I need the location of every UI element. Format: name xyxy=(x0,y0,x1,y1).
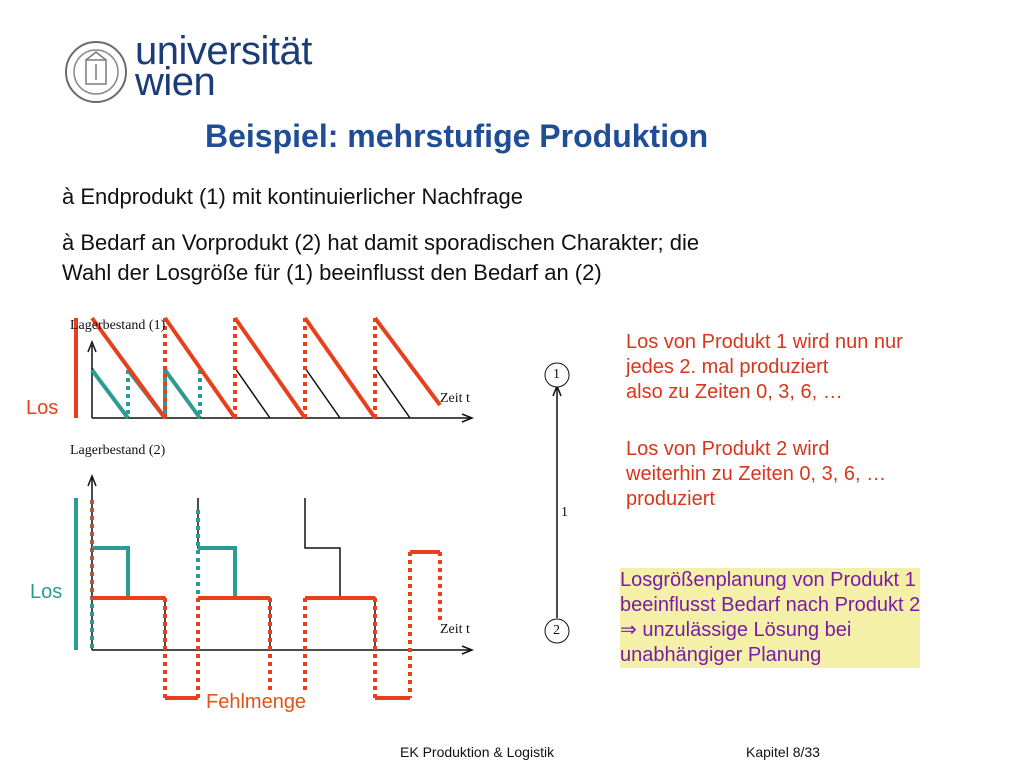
chart2-teal-staircase xyxy=(92,548,270,598)
note-product2 xyxy=(626,437,886,512)
bullet-1 xyxy=(62,182,523,212)
chart1-black-sawtooth xyxy=(92,368,410,418)
chart2-red-staircase xyxy=(92,552,440,698)
network-node-1-label: 1 xyxy=(553,367,560,382)
logo-line1: universität xyxy=(135,29,312,73)
note-product1-line3: also zu Zeiten 0, 3, 6, … xyxy=(626,381,843,403)
note-conclusion-line4: unabhängiger Planung xyxy=(620,644,822,666)
bullet-2-line1: à Bedarf an Vorprodukt (2) hat damit sporadischen Charakter; die xyxy=(62,230,700,255)
los-label-1: Los xyxy=(26,397,59,419)
university-logo-text xyxy=(135,29,312,104)
bullet-2 xyxy=(62,228,699,288)
network-edge-label: 1 xyxy=(561,505,568,520)
footer-chapter: Kapitel 8/33 xyxy=(746,744,820,760)
chart1-x-label: Zeit t xyxy=(440,391,470,406)
note-product1-line2: jedes 2. mal produziert xyxy=(626,356,829,378)
slide-title: Beispiel: mehrstufige Produktion xyxy=(205,118,709,154)
footer-course: EK Produktion & Logistik xyxy=(400,744,555,760)
bullet-2-line2: Wahl der Losgröße für (1) beeinflusst den Bedarf an (2) xyxy=(62,260,602,285)
note-conclusion-line3: ⇒ unzulässige Lösung bei xyxy=(620,619,852,641)
bullet-1-text: à Endprodukt (1) mit kontinuierlicher Nachfrage xyxy=(62,184,524,209)
chart2-red-dotted xyxy=(165,552,440,698)
university-seal-logo xyxy=(62,40,130,104)
note-product1-line1: Los von Produkt 1 wird nun nur xyxy=(626,331,903,353)
note-conclusion-line2: beeinflusst Bedarf nach Produkt 2 xyxy=(620,594,921,616)
note-product2-line3: produziert xyxy=(626,488,715,510)
chart2-x-label: Zeit t xyxy=(440,622,470,637)
chart1-y-label: Lagerbestand (1) xyxy=(70,318,166,333)
note-conclusion-line1: Losgrößenplanung von Produkt 1 xyxy=(620,569,916,591)
note-conclusion xyxy=(620,568,920,668)
chart2-axes xyxy=(88,476,472,654)
note-product2-line1: Los von Produkt 2 wird xyxy=(626,438,830,460)
note-product2-line2: weiterhin zu Zeiten 0, 3, 6, … xyxy=(626,463,887,485)
fehlmenge-label: Fehlmenge xyxy=(206,691,307,713)
logo-line2: wien xyxy=(135,60,216,104)
chart2-teal-dotted xyxy=(92,500,198,650)
chart2-y-label: Lagerbestand (2) xyxy=(70,443,166,458)
network-graph xyxy=(545,363,569,643)
network-node-2-label: 2 xyxy=(553,623,560,638)
los-label-2: Los xyxy=(30,581,63,603)
note-product1 xyxy=(626,330,903,405)
